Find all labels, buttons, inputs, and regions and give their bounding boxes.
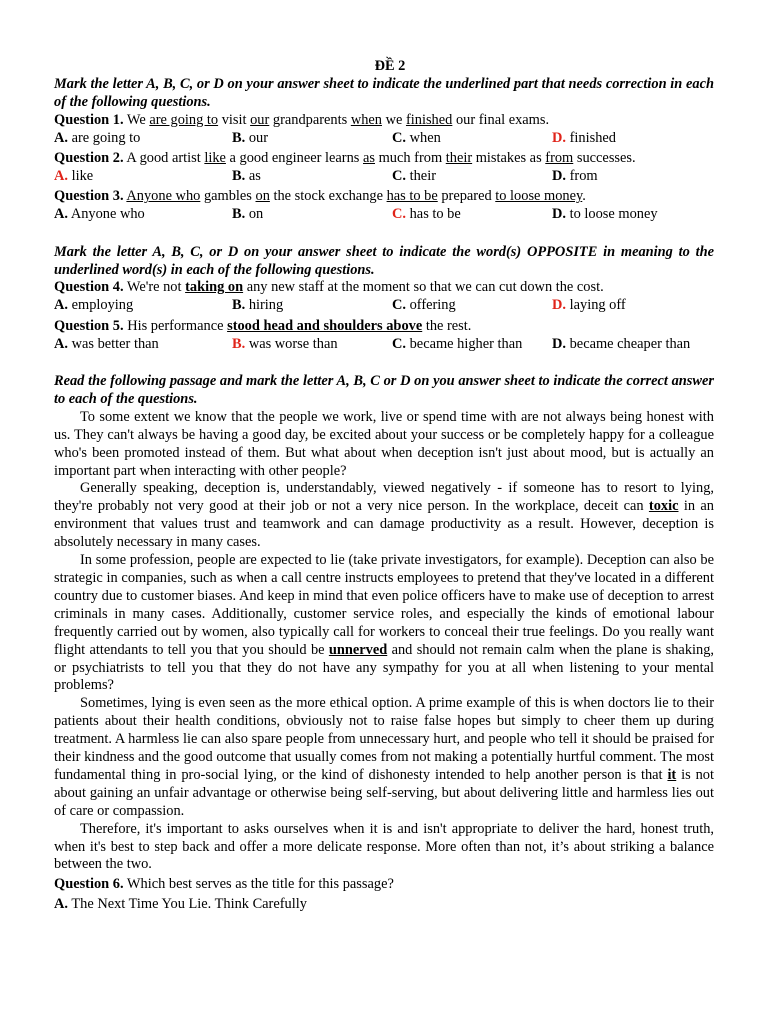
paragraph-text: Sometimes, lying is even seen as the more ethical option. A prime example of this is when doctors lie to their patients about their health conditions, obviously not to raise false hopes but simply to cheer them up during treatment. A harmless lie can also spare people from unnecessary hurt, and people who tell it should be praised for their kindness and the good outcome that usually comes from not making a potentially hurtful comment. The most fundamental thing in pro-social lying, or the kind of dishonesty intended to help another person is that: [54, 695, 714, 783]
paragraph-text: in an environment that values trust and teamwork and can damage productivity as a result. However, deception is absolutely necessary in many cases.: [54, 498, 714, 551]
question-3-label: Question 3.: [54, 188, 124, 205]
option-letter: B.: [232, 129, 246, 146]
passage-paragraph-5: Therefore, it's important to asks ourselves when it is and isn't appropriate to deliver the hard, honest truth, when it's best to step back and offer a more delicate response. More often than not, it’s about striking a balance between the two.: [54, 820, 714, 873]
option-text: like: [71, 167, 94, 184]
option-text: hiring: [248, 297, 284, 314]
question-4-options: [54, 297, 714, 317]
option-text: The Next Time You Lie. Think Carefully: [71, 896, 307, 913]
paragraph-text: In some profession, people are expected to lie (take private investigators, for example). Deception can also be strategic in companies, such as when a call centre instructs employees to pretend that they've located in a different country due to customer biases. And keep in mind that even police officers have to make use of deception to arrest criminals in many cases. Additionally, customer service roles, and especially the kinds of emotional labour frequently carried out by women, also typically call for workers to conceal their true feelings. Do you really want flight attendants to tell you that you should be: [54, 552, 714, 658]
question-2-underline-b: as: [363, 150, 375, 167]
option-text: from: [569, 167, 598, 184]
option-letter: D.: [552, 335, 566, 352]
spacer: [54, 227, 714, 244]
option-text: are going to: [71, 129, 141, 146]
passage-paragraph-4: [54, 695, 714, 820]
option-letter: A.: [54, 206, 68, 223]
option-letter: C.: [392, 129, 406, 146]
question-1-option-d[interactable]: [552, 130, 616, 148]
option-text: our: [248, 129, 268, 146]
question-4-text: We're not: [126, 279, 186, 296]
option-text: their: [409, 167, 436, 184]
question-3-option-d[interactable]: [552, 206, 658, 224]
option-text: finished: [569, 129, 616, 146]
passage-paragraph-2: [54, 480, 714, 552]
option-text: became higher than: [409, 335, 523, 352]
option-text: was better than: [71, 335, 159, 352]
question-2-label: Question 2.: [54, 150, 124, 167]
option-text: laying off: [569, 297, 626, 314]
question-1-options: [54, 130, 714, 150]
question-3-text: .: [582, 188, 586, 205]
question-5-options: [54, 336, 714, 356]
question-1-text: We: [126, 111, 150, 128]
question-5-option-d[interactable]: [552, 336, 690, 354]
page-title: ĐỀ 2: [374, 58, 406, 74]
option-letter: C.: [392, 297, 406, 314]
option-letter: D.: [552, 206, 566, 223]
question-2-option-d[interactable]: [552, 168, 598, 186]
option-letter-answer: B.: [232, 335, 246, 352]
option-letter: B.: [232, 206, 246, 223]
question-2-option-a[interactable]: [54, 168, 93, 186]
option-letter-answer: A.: [54, 167, 68, 184]
option-letter: C.: [392, 167, 406, 184]
question-6-text: Which best serves as the title for this passage?: [126, 876, 394, 893]
question-3: [54, 188, 714, 206]
question-2-text: A good artist: [126, 150, 205, 167]
option-letter: A.: [54, 297, 68, 314]
option-text: became cheaper than: [569, 335, 691, 352]
option-letter: C.: [392, 335, 406, 352]
question-4-underline: taking on: [185, 279, 244, 296]
question-1-text: grandparents: [269, 111, 351, 128]
question-5-option-a[interactable]: [54, 336, 159, 354]
question-2-underline-a: like: [204, 150, 226, 167]
option-letter-answer: C.: [392, 206, 406, 223]
option-letter-answer: D.: [552, 129, 566, 146]
question-6: [54, 876, 714, 894]
option-text: on: [248, 206, 264, 223]
question-6-label: Question 6.: [54, 876, 124, 893]
passage-paragraph-3: [54, 552, 714, 695]
question-3-option-a[interactable]: [54, 206, 145, 224]
question-1-text: we: [381, 111, 406, 128]
question-1-option-b[interactable]: [232, 130, 268, 148]
question-5-underline: stood head and shoulders above: [227, 317, 423, 334]
question-1-text: visit: [218, 111, 251, 128]
spacer: [54, 356, 714, 373]
paragraph-text: is not about gaining an unfair advantage or otherwise being self-serving, but about delivering little and harmless lies out of care or compassion.: [54, 766, 714, 819]
option-text: when: [409, 129, 441, 146]
question-3-text: prepared: [437, 188, 496, 205]
question-3-option-c[interactable]: [392, 206, 461, 224]
question-3-underline-c: has to be: [386, 188, 438, 205]
question-1-text: our final exams.: [452, 111, 550, 128]
question-1-underline-a: are going to: [149, 111, 219, 128]
question-3-underline-a: Anyone who: [126, 188, 201, 205]
exam-page: [54, 58, 714, 914]
question-5-option-b[interactable]: [232, 336, 338, 354]
question-2-underline-d: from: [545, 150, 574, 167]
question-2-underline-c: their: [445, 150, 473, 167]
option-text: employing: [71, 297, 134, 314]
question-4-option-a[interactable]: [54, 297, 133, 315]
question-4-label: Question 4.: [54, 279, 124, 296]
question-1-underline-b: our: [250, 111, 270, 128]
question-5-label: Question 5.: [54, 317, 124, 334]
option-letter-answer: D.: [552, 297, 566, 314]
option-text: to loose money: [569, 206, 658, 223]
paragraph-text: Generally speaking, deception is, understandably, viewed negatively - if someone has to resort to lying, they're probably not very good at their job or not a very nice person. In the workplace, deceit can: [54, 480, 714, 515]
question-2-options: [54, 168, 714, 188]
question-3-underline-d: to loose money: [495, 188, 583, 205]
option-letter: B.: [232, 167, 246, 184]
question-2-text: mistakes as: [472, 150, 546, 167]
option-text: as: [248, 167, 261, 184]
question-3-option-b[interactable]: [232, 206, 263, 224]
question-1-underline-d: finished: [405, 111, 453, 128]
question-6-option-a[interactable]: [54, 896, 714, 914]
question-2-text: successes.: [573, 150, 636, 167]
question-5-text: His performance: [127, 317, 228, 334]
option-text: offering: [409, 297, 456, 314]
question-5-option-c[interactable]: [392, 336, 522, 354]
question-3-text: the stock exchange: [269, 188, 387, 205]
option-letter: A.: [54, 129, 68, 146]
underlined-word-unnerved: unnerved: [328, 641, 388, 658]
question-1-underline-c: when: [350, 111, 382, 128]
option-text: has to be: [409, 206, 461, 223]
question-3-options: [54, 206, 714, 226]
paragraph-text: and should not remain calm when the plane is shaking, or psychiatrists to tell you that they do not have any sympathy for you at all when listening to your mental problems?: [54, 641, 714, 694]
question-4-option-b[interactable]: [232, 297, 283, 315]
option-text: was worse than: [248, 335, 338, 352]
question-4-text: any new staff at the moment so that we can cut down the cost.: [243, 279, 604, 296]
option-letter: D.: [552, 167, 566, 184]
question-1-option-a[interactable]: [54, 130, 140, 148]
question-1-label: Question 1.: [54, 111, 124, 128]
question-4-option-d[interactable]: [552, 297, 626, 315]
underlined-word-toxic: toxic: [648, 498, 679, 515]
question-2: [54, 150, 714, 168]
question-4-option-c[interactable]: [392, 297, 456, 315]
option-letter: A.: [54, 335, 68, 352]
question-5-text: the rest.: [422, 317, 472, 334]
question-2-text: much from: [375, 150, 446, 167]
underlined-word-it: it: [667, 766, 677, 783]
question-1-option-c[interactable]: [392, 130, 441, 148]
question-3-text: gambles: [200, 188, 256, 205]
passage-paragraph-1: To some extent we know that the people we work, live or spend time with are not always being honest with us. They can't always be having a good day, be excited about your success or be completely happy for a colleague who's been promoted instead of them. But what about when deception isn't just about mood, but is actually an important part when interacting with other people?: [54, 408, 714, 479]
question-2-option-b[interactable]: [232, 168, 261, 186]
question-4: [54, 279, 714, 297]
section2-instruction: Mark the letter A, B, C, or D on your answer sheet to indicate the word(s) OPPOSITE in meaning to the underlined word(s) in each of the following questions.: [54, 243, 714, 278]
option-text: Anyone who: [70, 206, 145, 223]
question-1: [54, 112, 714, 130]
section3-instruction: Read the following passage and mark the letter A, B, C or D on you answer sheet to indicate the correct answer to each of the questions.: [54, 373, 714, 407]
question-3-underline-b: on: [255, 188, 270, 205]
option-letter: A.: [54, 896, 68, 913]
section1-instruction: Mark the letter A, B, C, or D on your answer sheet to indicate the underlined part that needs correction in each of the following questions.: [54, 75, 714, 110]
question-5: [54, 318, 714, 336]
question-2-text: a good engineer learns: [225, 150, 363, 167]
option-letter: B.: [232, 297, 246, 314]
question-2-option-c[interactable]: [392, 168, 436, 186]
